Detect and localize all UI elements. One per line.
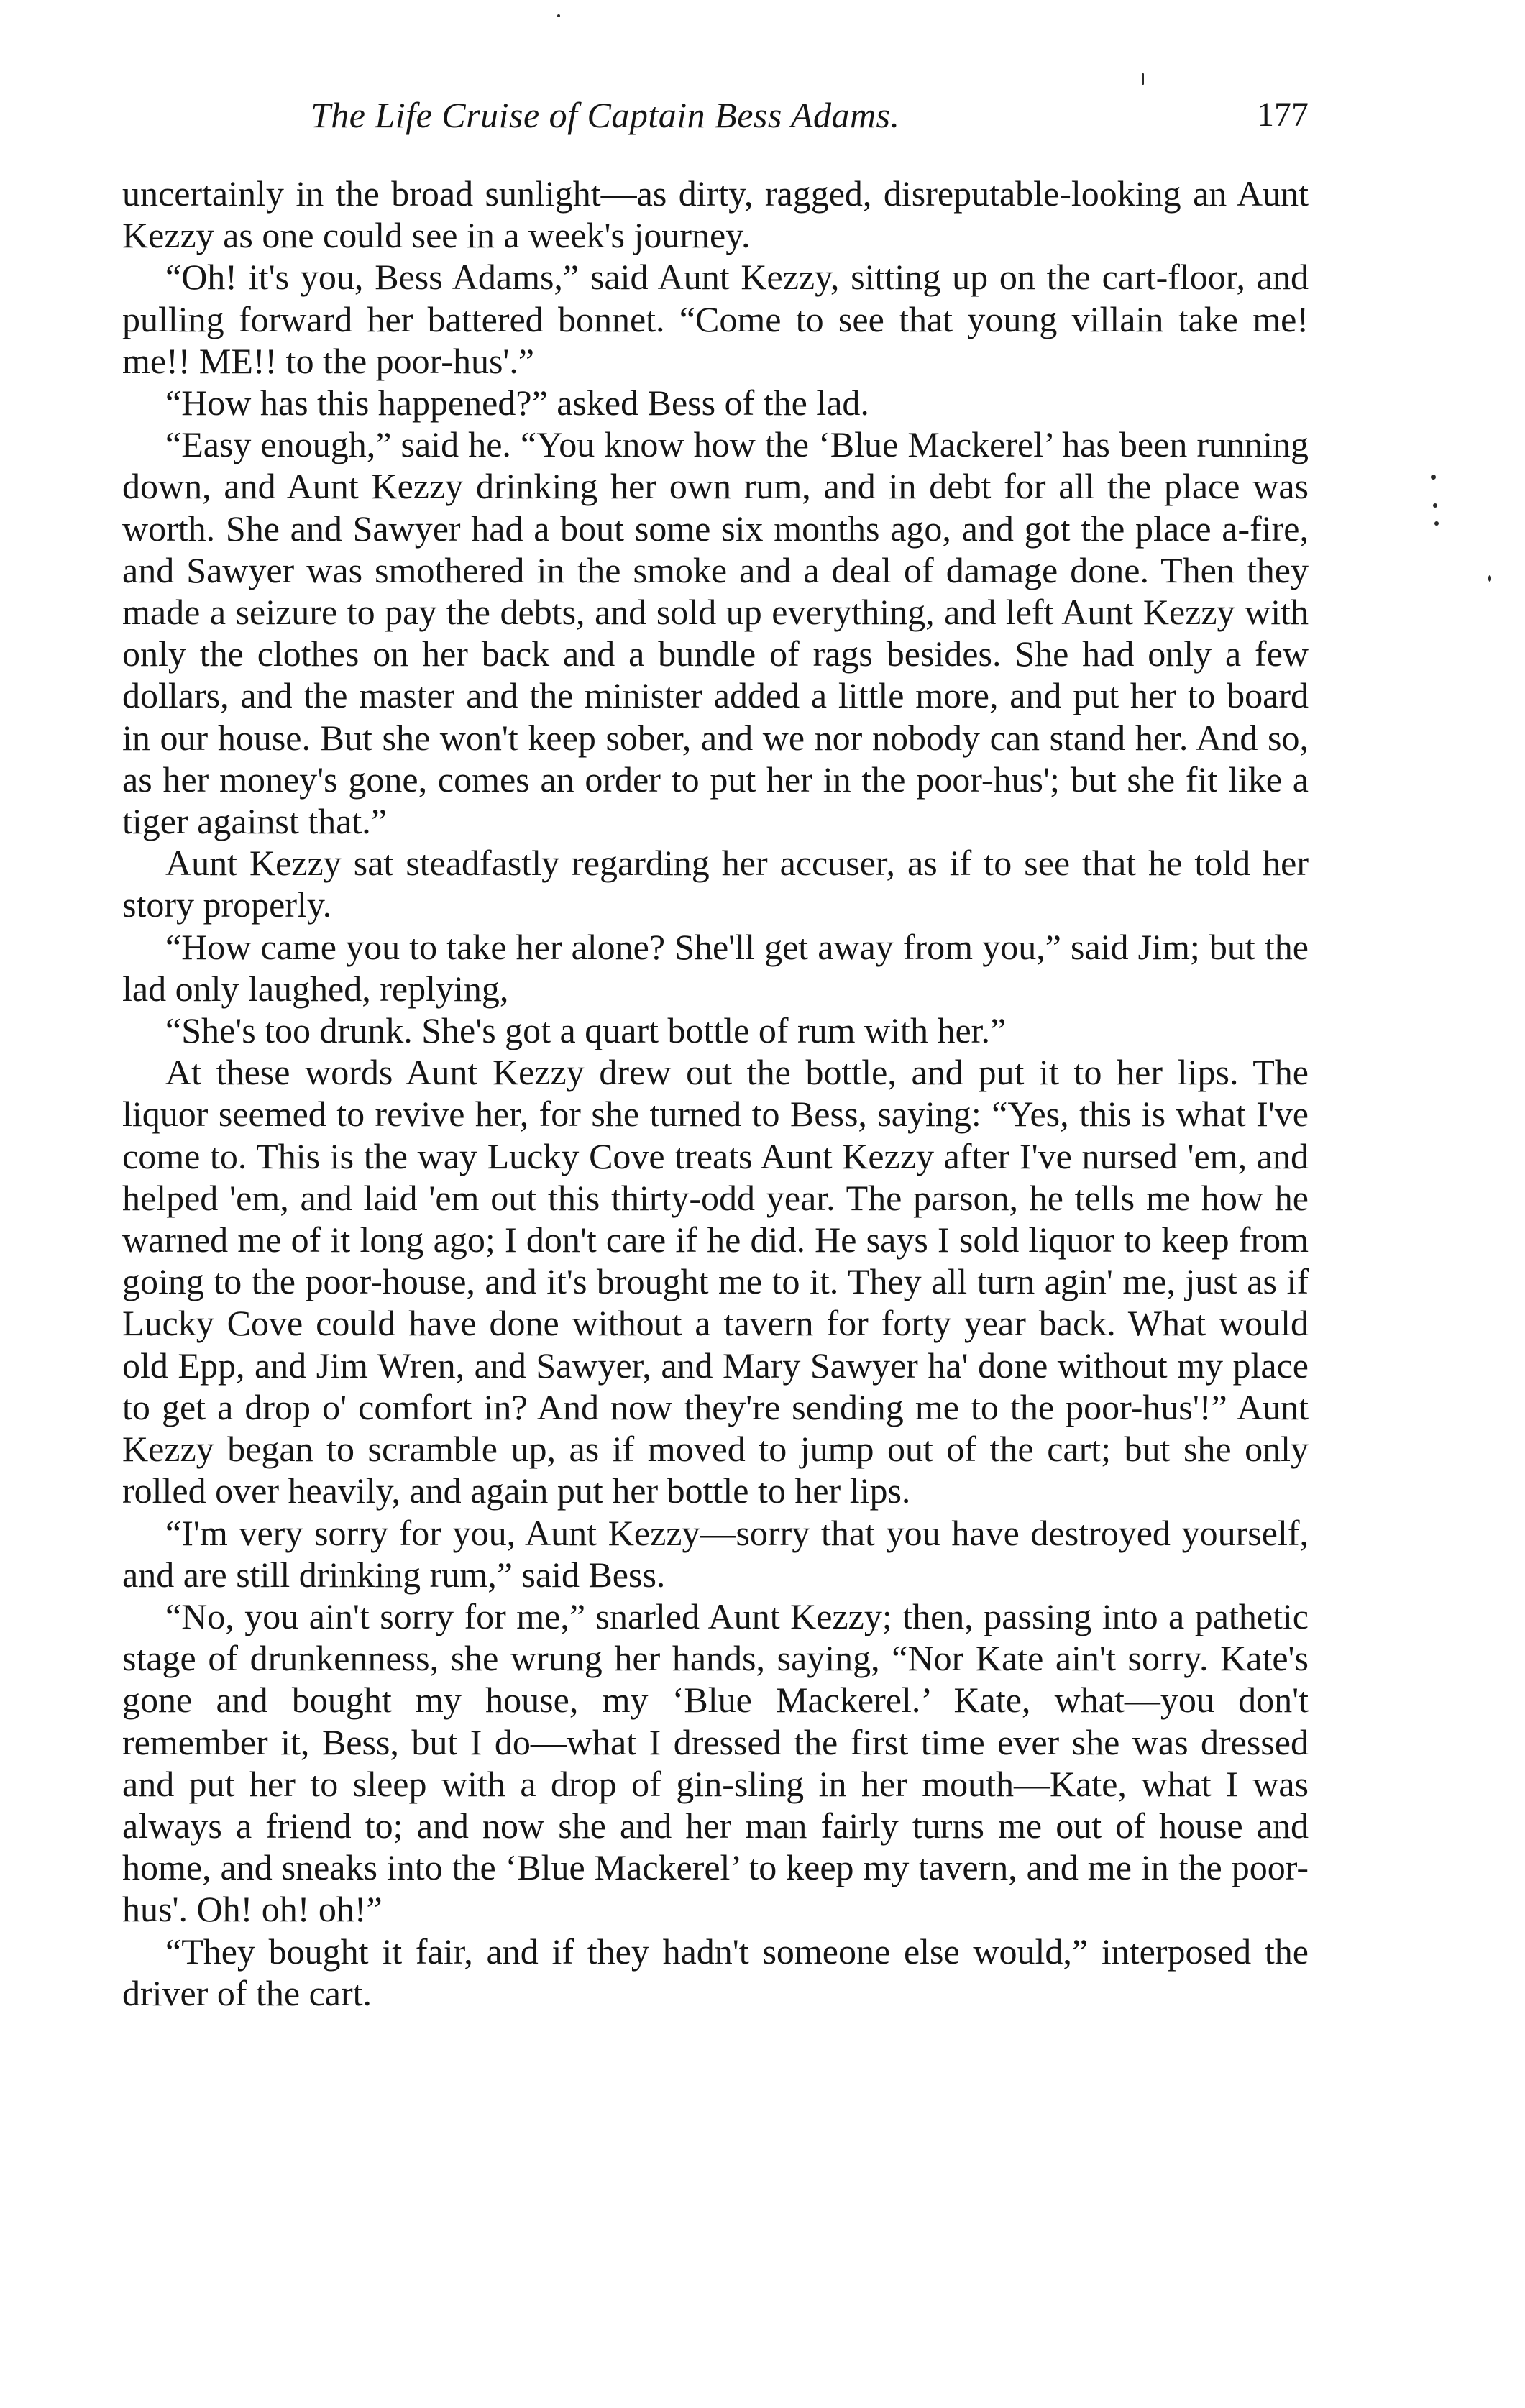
- page-number: 177: [1257, 96, 1309, 134]
- paragraph: “They bought it fair, and if they hadn't someone else would,” interposed the driver of the cart.: [122, 1931, 1309, 2013]
- paragraph: “How came you to take her alone? She'll get away from you,” said Jim; but the lad only laughed, replying,: [122, 926, 1309, 1009]
- running-header: [122, 86, 1309, 144]
- margin-speck: [1431, 475, 1436, 480]
- margin-speck: [1433, 503, 1437, 508]
- margin-speck: [1142, 73, 1144, 85]
- paragraph-continued: uncertainly in the broad sunlight—as dirty, ragged, disreputable-looking an Aunt Kezzy as one could see in a week's journey.: [122, 173, 1309, 256]
- paragraph: “I'm very sorry for you, Aunt Kezzy—sorry that you have destroyed yourself, and are still drinking rum,” said Bess.: [122, 1512, 1309, 1595]
- paragraph: “She's too drunk. She's got a quart bottle of rum with her.”: [165, 1010, 1007, 1051]
- margin-speck: [557, 14, 560, 17]
- paragraph: “How has this happened?” asked Bess of the lad.: [165, 383, 869, 424]
- paragraph: “No, you ain't sorry for me,” snarled Aunt Kezzy; then, passing into a pathetic stage of drunkenness, she wrung her hands, saying, “Nor Kate ain't sorry. Kate's gone and bought my house, my ‘Blue Mackerel.’ Kate, what—you don't remember it, Bess, but I do—what I dressed the first time ever she was dressed and put her to sleep with a drop of gin-sling in her mouth—Kate, what I was always a friend to; and now she and her man fairly turns me out of house and home, and sneaks into the ‘Blue Mackerel’ to keep my tavern, and me in the poor-hus'. Oh! oh! oh!”: [122, 1596, 1309, 1930]
- paragraph: “Oh! it's you, Bess Adams,” said Aunt Kezzy, sitting up on the cart-floor, and pulling forward her battered bonnet. “Come to see that young villain take me! me!! ME!! to the poor-hus'.”: [122, 257, 1309, 381]
- margin-speck: [1488, 575, 1491, 582]
- margin-speck: [1434, 521, 1439, 526]
- text-body: [122, 173, 1309, 2014]
- paragraph: Aunt Kezzy sat steadfastly regarding her accuser, as if to see that he told her story properly.: [122, 843, 1309, 925]
- paragraph: At these words Aunt Kezzy drew out the bottle, and put it to her lips. The liquor seemed to revive her, for she turned to Bess, saying: “Yes, this is what I've come to. This is the way Lucky Cove treats Aunt Kezzy after I've nursed 'em, and helped 'em, and laid 'em out this thirty-odd year. The parson, he tells me how he warned me of it long ago; I don't care if he did. He says I sold liquor to keep from going to the poor-house, and it's brought me to it. They all turn agin' me, just as if Lucky Cove could have done without a tavern for forty year back. What would old Epp, and Jim Wren, and Sawyer, and Mary Sawyer ha' done without my place to get a drop o' comfort in? And now they're sending me to the poor-hus'!” Aunt Kezzy began to scramble up, as if moved to jump out of the cart; but she only rolled over heavily, and again put her bottle to her lips.: [122, 1052, 1309, 1511]
- running-title: The Life Cruise of Captain Bess Adams.: [311, 95, 900, 135]
- paragraph: “Easy enough,” said he. “You know how the ‘Blue Mackerel’ has been running down, and Aunt Kezzy drinking her own rum, and in debt for all the place was worth. She and Sawyer had a bout some six months ago, and got the place a-fire, and Sawyer was smothered in the smoke and a deal of damage done. Then they made a seizure to pay the debts, and sold up everything, and left Aunt Kezzy with only the clothes on her back and a bundle of rags besides. She had only a few dollars, and the master and the minister added a little more, and put her to board in our house. But she won't keep sober, and we nor nobody can stand her. And so, as her money's gone, comes an order to put her in the poor-hus'; but she fit like a tiger against that.”: [122, 424, 1309, 842]
